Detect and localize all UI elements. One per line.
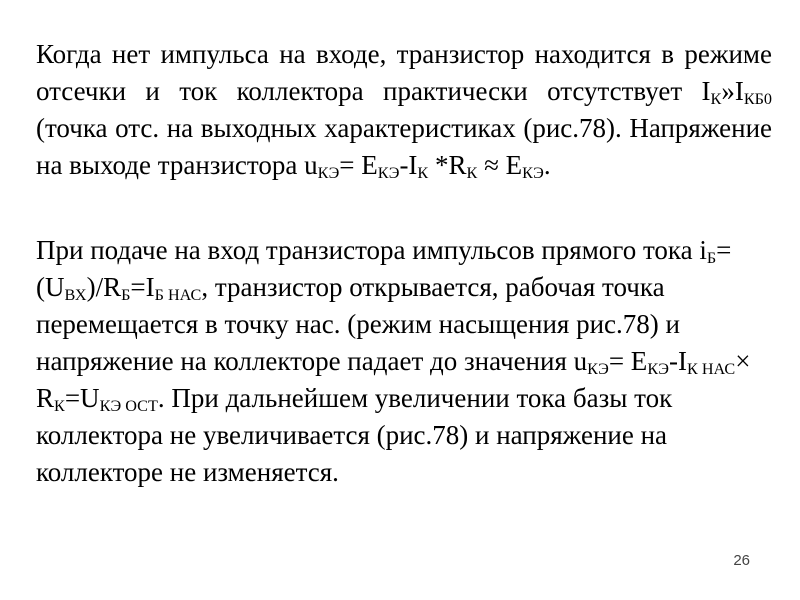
subscript: КЭ ОСТ	[99, 397, 158, 416]
subscript: К	[466, 164, 478, 183]
subscript: ВХ	[64, 286, 87, 305]
subscript: Б НАС	[154, 286, 202, 305]
subscript: К	[54, 397, 65, 416]
text-run: При подаче на вход транзистора импульсов прямого тока i	[36, 235, 707, 265]
page-number: 26	[733, 552, 750, 569]
text-run: = E	[608, 346, 648, 376]
text-run: -I	[399, 150, 418, 180]
text-run: (точка отс. на выходных характеристиках (рис.78). Напряжение на выходе транзистора u	[36, 113, 772, 180]
text-run: , транзистор открывается, рабочая точка перемещается в точку нас. (режим насыщения рис.78) и напряжение на коллекторе падает до значения u	[36, 272, 680, 376]
text-run: =(U	[36, 235, 732, 302]
subscript: Б	[121, 286, 131, 305]
subscript: Б	[706, 249, 717, 268]
text-run: =I	[130, 272, 155, 302]
text-run: . При дальнейшем увеличении тока базы ток коллектора не увеличивается (рис.78) и напряжение на коллекторе не изменяется.	[36, 383, 673, 487]
paragraph-saturation-mode	[36, 232, 796, 491]
text-run: -I	[669, 346, 687, 376]
text-run: ≈ E	[477, 150, 523, 180]
text-run: × R	[36, 346, 751, 413]
subscript: К НАС	[686, 360, 736, 379]
subscript: КЭ	[377, 164, 400, 183]
subscript: К	[417, 164, 429, 183]
subscript: К	[710, 90, 722, 109]
text-run: =U	[64, 383, 100, 413]
text-run: )/R	[86, 272, 122, 302]
subscript: КЭ	[317, 164, 340, 183]
paragraph-cutoff-mode	[36, 36, 772, 184]
text-run: = E	[339, 150, 378, 180]
text-run: *R	[428, 150, 467, 180]
text-run: Когда нет импульса на входе, транзистор находится в режиме отсечки и ток коллектора практически отсутствует I	[36, 39, 772, 106]
text-run: .	[543, 150, 551, 180]
subscript: КЭ	[587, 360, 609, 379]
subscript: КЭ	[522, 164, 544, 183]
text-run: »I	[721, 76, 744, 106]
subscript: КБ0	[743, 90, 772, 109]
subscript: КЭ	[647, 360, 669, 379]
